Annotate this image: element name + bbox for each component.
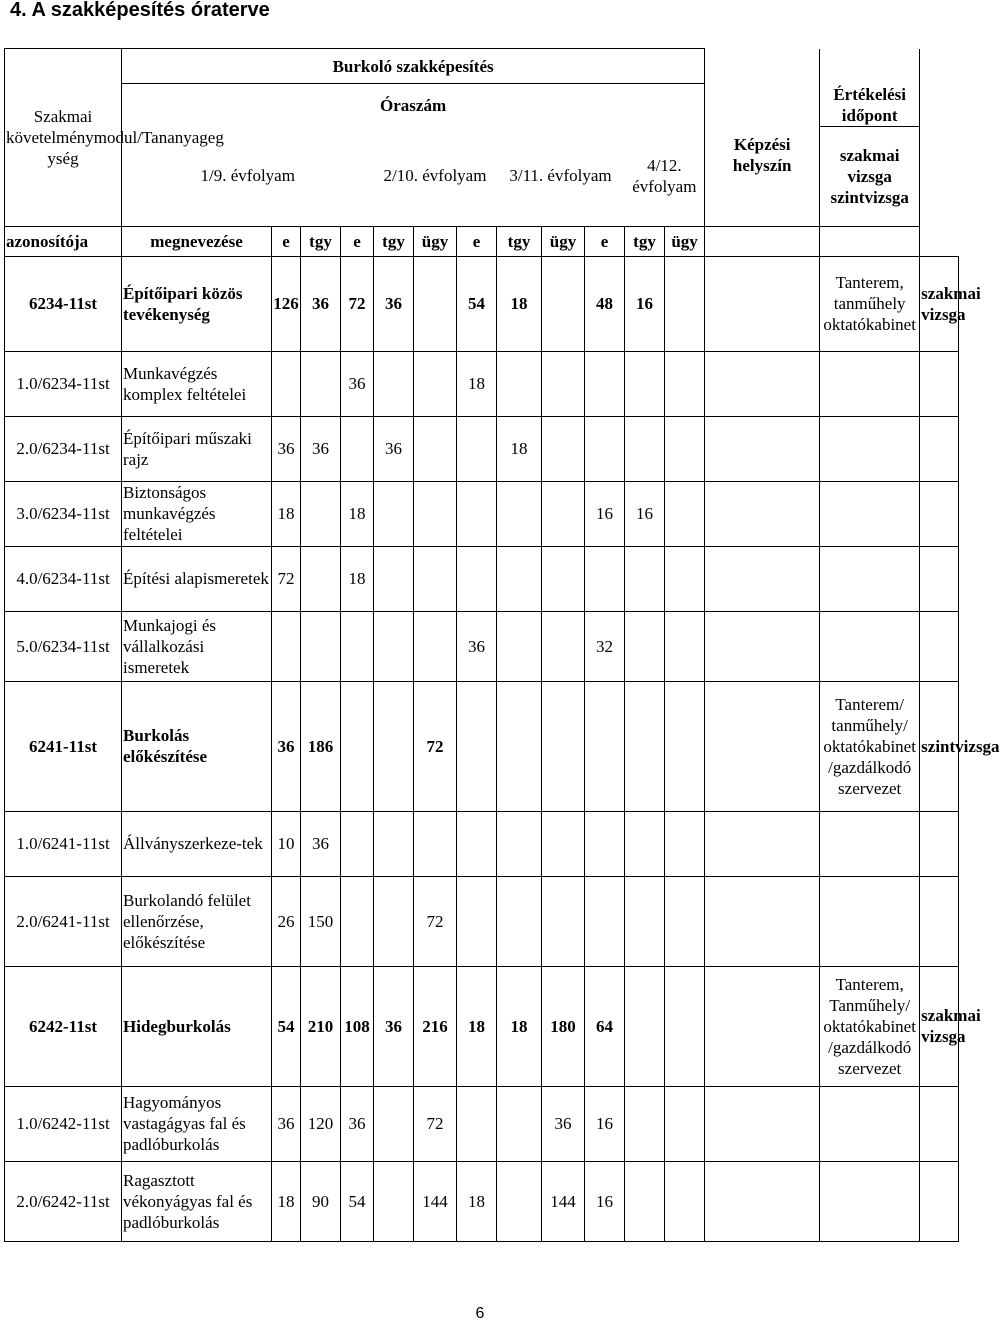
subject-hours-cell: 18	[272, 481, 301, 546]
subject-hours-cell	[374, 1086, 414, 1161]
module-hours-cell: 36	[374, 966, 414, 1086]
module-location: Tanterem, Tanműhely/ oktatókabinet /gazdálkodó szervezet	[820, 966, 920, 1086]
module-hours-cell: 16	[625, 256, 665, 351]
subject-hours-cell	[457, 876, 497, 966]
subject-hours-cell	[414, 611, 457, 681]
subject-hours-cell: 36	[272, 416, 301, 481]
subject-id: 2.0/6241-11st	[5, 876, 122, 966]
subject-hours-cell	[414, 546, 457, 611]
subject-hours-cell: 18	[457, 351, 497, 416]
section-heading: 4. A szakképesítés óraterve	[10, 0, 270, 21]
subject-hours-cell	[374, 811, 414, 876]
subject-id: 5.0/6234-11st	[5, 611, 122, 681]
module-location: Tanterem/ tanműhely/ oktatókabinet /gazdálkodó szervezet	[820, 681, 920, 811]
module-location: Tanterem, tanműhely oktatókabinet	[820, 256, 920, 351]
location-header: Képzési helyszín	[705, 84, 820, 227]
subject-hours-cell	[705, 811, 820, 876]
module-hours-cell: 108	[341, 966, 374, 1086]
subject-hours-cell: 36	[457, 611, 497, 681]
module-hours-cell	[414, 256, 457, 351]
subject-hours-cell	[542, 351, 585, 416]
subject-name: Építési alapismeretek	[122, 546, 272, 611]
subject-hours-cell: 36	[301, 811, 341, 876]
subject-row	[5, 876, 959, 966]
module-hours-cell: 64	[585, 966, 625, 1086]
module-evaluation: szakmai vizsga	[920, 966, 959, 1086]
module-hours-cell	[585, 681, 625, 811]
subject-hours-cell	[665, 481, 705, 546]
module-hours-cell: 18	[497, 966, 542, 1086]
subject-hours-cell	[341, 876, 374, 966]
subject-hours-cell	[341, 811, 374, 876]
subject-hours-cell	[665, 1161, 705, 1241]
subject-hours-cell	[272, 351, 301, 416]
subject-hours-cell	[625, 351, 665, 416]
year-3: 3/11. évfolyam	[509, 166, 612, 186]
subject-hours-cell: 16	[585, 481, 625, 546]
module-hours-cell	[665, 966, 705, 1086]
sub-header-tgy: tgy	[625, 226, 665, 256]
subject-hours-cell	[374, 351, 414, 416]
subject-row	[5, 1161, 959, 1241]
subject-hours-cell	[542, 876, 585, 966]
module-hours-cell: 36	[272, 681, 301, 811]
subject-evaluation-empty	[920, 1086, 959, 1161]
subject-evaluation-empty	[920, 1161, 959, 1241]
subject-hours-cell	[665, 876, 705, 966]
evaluation-time-header: Értékelési időpont	[820, 84, 920, 127]
subject-hours-cell	[665, 546, 705, 611]
subject-hours-cell	[585, 416, 625, 481]
subject-hours-cell: 18	[497, 416, 542, 481]
sub-header-ugy: ügy	[542, 226, 585, 256]
subject-hours-cell	[585, 811, 625, 876]
subject-name: Munkajogi és vállalkozási ismeretek	[122, 611, 272, 681]
subject-name: Ragasztott vékonyágyas fal és padlóburkolás	[122, 1161, 272, 1241]
subject-name: Építőipari műszaki rajz	[122, 416, 272, 481]
subject-hours-cell	[497, 1161, 542, 1241]
subject-hours-cell: 36	[374, 416, 414, 481]
subject-hours-cell: 18	[272, 1161, 301, 1241]
sub-header-e: e	[457, 226, 497, 256]
module-row	[5, 681, 959, 811]
spacer-cell	[820, 226, 920, 256]
subject-hours-cell	[374, 876, 414, 966]
subject-hours-cell	[542, 611, 585, 681]
subject-hours-cell: 36	[272, 1086, 301, 1161]
modul-column-header: Szakmai követelménymodul/Tananyageg ység	[5, 49, 122, 227]
subject-location-empty	[820, 416, 920, 481]
hours-header: Óraszám	[122, 84, 705, 127]
subject-hours-cell	[665, 811, 705, 876]
subject-id: 1.0/6234-11st	[5, 351, 122, 416]
subject-hours-cell	[301, 481, 341, 546]
page-number: 6	[475, 1305, 485, 1322]
sub-header-tgy: tgy	[374, 226, 414, 256]
subject-hours-cell	[625, 1086, 665, 1161]
subject-evaluation-empty	[920, 811, 959, 876]
subject-hours-cell	[542, 546, 585, 611]
subject-hours-cell	[705, 481, 820, 546]
module-hours-cell	[665, 256, 705, 351]
module-hours-cell	[497, 681, 542, 811]
subject-hours-cell	[705, 351, 820, 416]
subject-name: Biztonságos munkavégzés feltételei	[122, 481, 272, 546]
subject-hours-cell	[542, 481, 585, 546]
subject-hours-cell	[374, 546, 414, 611]
module-hours-cell	[665, 681, 705, 811]
subject-hours-cell	[374, 611, 414, 681]
subject-hours-cell: 150	[301, 876, 341, 966]
subject-hours-cell	[497, 546, 542, 611]
subject-hours-cell	[301, 546, 341, 611]
subject-id: 2.0/6234-11st	[5, 416, 122, 481]
module-hours-cell	[457, 681, 497, 811]
subject-hours-cell	[625, 611, 665, 681]
module-hours-cell	[542, 256, 585, 351]
subject-hours-cell: 16	[585, 1086, 625, 1161]
sub-header-id: azonosítója	[5, 226, 122, 256]
subject-hours-cell	[457, 811, 497, 876]
module-hours-cell	[542, 681, 585, 811]
subject-hours-cell	[301, 611, 341, 681]
subject-hours-cell	[665, 611, 705, 681]
subject-hours-cell	[497, 611, 542, 681]
subject-name: Munkavégzés komplex feltételei	[122, 351, 272, 416]
subject-hours-cell	[457, 481, 497, 546]
subject-hours-cell	[625, 546, 665, 611]
subject-hours-cell	[457, 416, 497, 481]
module-id: 6242-11st	[5, 966, 122, 1086]
subject-hours-cell: 18	[457, 1161, 497, 1241]
year-2: 2/10. évfolyam	[383, 166, 487, 186]
subject-hours-cell: 16	[585, 1161, 625, 1241]
module-hours-cell: 54	[272, 966, 301, 1086]
subject-hours-cell	[585, 546, 625, 611]
subject-hours-cell	[625, 876, 665, 966]
subject-hours-cell: 36	[542, 1086, 585, 1161]
module-name: Hidegburkolás	[122, 966, 272, 1086]
subject-hours-cell	[414, 416, 457, 481]
subject-hours-cell	[625, 811, 665, 876]
subject-hours-cell: 36	[341, 1086, 374, 1161]
subject-name: Burkolandó felület ellenőrzése, előkészítése	[122, 876, 272, 966]
header-row-qualification	[5, 49, 959, 84]
subject-hours-cell: 16	[625, 481, 665, 546]
subject-hours-cell	[665, 1086, 705, 1161]
subject-id: 2.0/6242-11st	[5, 1161, 122, 1241]
subject-hours-cell: 26	[272, 876, 301, 966]
subject-row	[5, 1086, 959, 1161]
subject-hours-cell	[497, 876, 542, 966]
subject-location-empty	[820, 811, 920, 876]
subject-hours-cell	[341, 611, 374, 681]
module-hours-cell: 54	[457, 256, 497, 351]
year-1: 1/9. évfolyam	[122, 126, 374, 226]
subject-evaluation-empty	[920, 351, 959, 416]
module-hours-cell: 180	[542, 966, 585, 1086]
sub-header-ugy: ügy	[414, 226, 457, 256]
subject-row	[5, 611, 959, 681]
subject-hours-cell: 18	[341, 546, 374, 611]
subject-hours-cell: 10	[272, 811, 301, 876]
subject-evaluation-empty	[920, 416, 959, 481]
module-hours-cell	[705, 681, 820, 811]
module-row	[5, 966, 959, 1086]
module-hours-cell: 186	[301, 681, 341, 811]
subject-location-empty	[820, 546, 920, 611]
subject-hours-cell	[272, 611, 301, 681]
sub-header-tgy: tgy	[497, 226, 542, 256]
subject-hours-cell	[665, 351, 705, 416]
subject-row	[5, 811, 959, 876]
subject-hours-cell: 90	[301, 1161, 341, 1241]
subject-hours-cell: 144	[542, 1161, 585, 1241]
subject-hours-cell	[497, 1086, 542, 1161]
sub-header-name: megnevezése	[122, 226, 272, 256]
sub-header-tgy: tgy	[301, 226, 341, 256]
subject-hours-cell	[625, 416, 665, 481]
module-id: 6234-11st	[5, 256, 122, 351]
module-hours-cell: 126	[272, 256, 301, 351]
module-hours-cell	[625, 681, 665, 811]
sub-header-e: e	[585, 226, 625, 256]
subject-hours-cell	[341, 416, 374, 481]
subject-name: Állványszerkeze-tek	[122, 811, 272, 876]
module-hours-cell	[341, 681, 374, 811]
module-hours-cell: 48	[585, 256, 625, 351]
subject-hours-cell	[705, 416, 820, 481]
subject-hours-cell: 36	[341, 351, 374, 416]
subject-id: 4.0/6234-11st	[5, 546, 122, 611]
subject-location-empty	[820, 876, 920, 966]
subject-hours-cell: 144	[414, 1161, 457, 1241]
subject-location-empty	[820, 481, 920, 546]
module-hours-cell: 72	[414, 681, 457, 811]
subject-name: Hagyományos vastagágyas fal és padlóburkolás	[122, 1086, 272, 1161]
module-name: Burkolás előkészítése	[122, 681, 272, 811]
module-hours-cell	[625, 966, 665, 1086]
subject-hours-cell	[497, 481, 542, 546]
subject-hours-cell	[625, 1161, 665, 1241]
subject-evaluation-empty	[920, 481, 959, 546]
subject-id: 1.0/6241-11st	[5, 811, 122, 876]
subject-location-empty	[820, 611, 920, 681]
subject-hours-cell	[414, 351, 457, 416]
subject-location-empty	[820, 351, 920, 416]
subject-hours-cell	[414, 481, 457, 546]
subject-hours-cell	[457, 546, 497, 611]
module-hours-cell	[374, 681, 414, 811]
subject-location-empty	[820, 1161, 920, 1241]
subject-id: 3.0/6234-11st	[5, 481, 122, 546]
module-hours-cell: 72	[341, 256, 374, 351]
module-hours-cell	[705, 256, 820, 351]
subject-hours-cell	[705, 876, 820, 966]
module-evaluation: szakmai vizsga	[920, 256, 959, 351]
subject-hours-cell	[665, 416, 705, 481]
module-hours-cell: 36	[374, 256, 414, 351]
subject-hours-cell	[374, 1161, 414, 1241]
curriculum-table	[4, 48, 1000, 1242]
subject-row	[5, 416, 959, 481]
subject-row	[5, 351, 959, 416]
subject-hours-cell	[705, 1161, 820, 1241]
subject-hours-cell: 120	[301, 1086, 341, 1161]
subject-hours-cell: 72	[272, 546, 301, 611]
subject-hours-cell	[374, 481, 414, 546]
module-hours-cell: 36	[301, 256, 341, 351]
module-evaluation: szintvizsga	[920, 681, 959, 811]
subject-hours-cell: 32	[585, 611, 625, 681]
module-hours-cell: 18	[497, 256, 542, 351]
subject-row	[5, 481, 959, 546]
subject-hours-cell: 72	[414, 876, 457, 966]
module-hours-cell	[705, 966, 820, 1086]
subject-hours-cell	[542, 811, 585, 876]
module-row	[5, 256, 959, 351]
header-row-hours	[5, 84, 959, 127]
exam-type-header: szakmai vizsga szintvizsga	[820, 126, 920, 226]
subject-hours-cell	[585, 351, 625, 416]
module-name: Építőipari közös tevékenység	[122, 256, 272, 351]
subject-hours-cell	[542, 416, 585, 481]
subject-hours-cell	[497, 351, 542, 416]
sub-header-e: e	[341, 226, 374, 256]
subject-hours-cell: 54	[341, 1161, 374, 1241]
spacer-cell	[820, 49, 920, 84]
module-hours-cell: 210	[301, 966, 341, 1086]
qualification-title: Burkoló szakképesítés	[122, 49, 705, 84]
sub-header-e: e	[272, 226, 301, 256]
sub-header-ugy: ügy	[665, 226, 705, 256]
subject-location-empty	[820, 1086, 920, 1161]
subject-id: 1.0/6242-11st	[5, 1086, 122, 1161]
subject-hours-cell: 18	[341, 481, 374, 546]
spacer-cell	[705, 226, 820, 256]
subject-evaluation-empty	[920, 611, 959, 681]
module-id: 6241-11st	[5, 681, 122, 811]
module-hours-cell: 18	[457, 966, 497, 1086]
subject-hours-cell	[457, 1086, 497, 1161]
subject-hours-cell: 36	[301, 416, 341, 481]
subject-evaluation-empty	[920, 546, 959, 611]
subject-hours-cell	[705, 546, 820, 611]
header-row-sub	[5, 226, 959, 256]
year-4: 4/12. évfolyam	[625, 126, 705, 226]
subject-hours-cell	[585, 876, 625, 966]
subject-hours-cell	[705, 1086, 820, 1161]
subject-hours-cell	[497, 811, 542, 876]
subject-row	[5, 546, 959, 611]
subject-hours-cell	[414, 811, 457, 876]
subject-hours-cell	[301, 351, 341, 416]
spacer-cell	[705, 49, 820, 84]
subject-hours-cell: 72	[414, 1086, 457, 1161]
subject-evaluation-empty	[920, 876, 959, 966]
module-hours-cell: 216	[414, 966, 457, 1086]
subject-hours-cell	[705, 611, 820, 681]
